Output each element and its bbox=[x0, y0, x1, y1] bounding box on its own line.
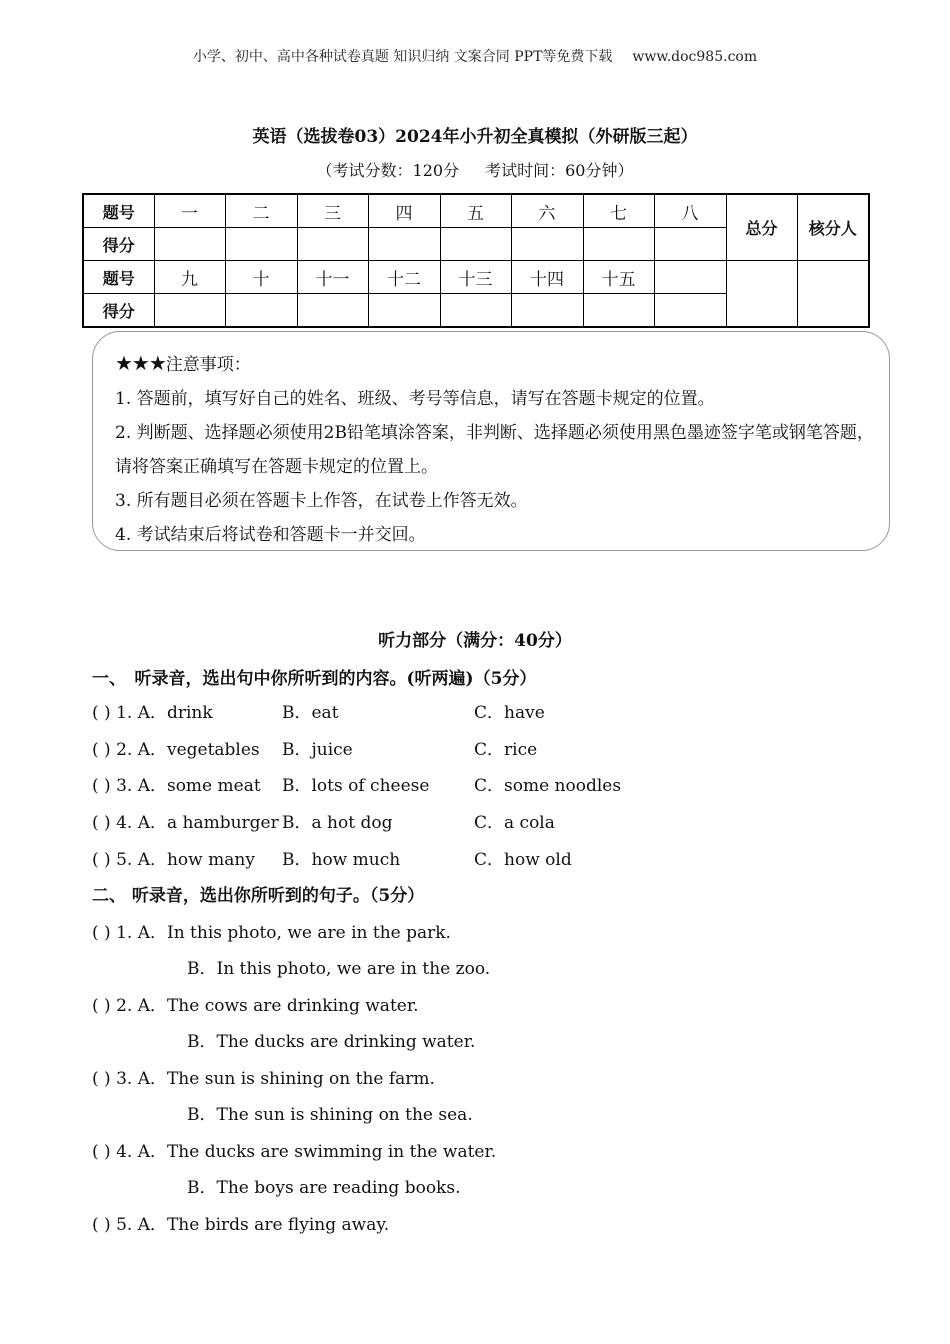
table-label-score: 得分 bbox=[83, 294, 154, 328]
table-label-num: 题号 bbox=[83, 194, 154, 228]
score-input-cell[interactable] bbox=[440, 228, 511, 261]
table-cell: 十 bbox=[225, 261, 297, 294]
table-cell: 八 bbox=[654, 194, 726, 228]
table-cell: 五 bbox=[440, 194, 511, 228]
table-cell: 十五 bbox=[583, 261, 654, 294]
question-option-c[interactable]: C．have bbox=[474, 703, 545, 723]
notice-item: 1. 答题前，填写好自己的姓名、班级、考号等信息，请写在答题卡规定的位置。 bbox=[115, 389, 715, 409]
notice-box bbox=[92, 331, 890, 551]
score-input-cell[interactable] bbox=[654, 294, 726, 328]
checker-cell[interactable] bbox=[797, 261, 869, 328]
table-label-num: 题号 bbox=[83, 261, 154, 294]
score-input-cell[interactable] bbox=[511, 228, 583, 261]
part1-title: 一、 听录音，选出句中你所听到的内容。(听两遍)（5分） bbox=[92, 669, 537, 689]
question-option-a[interactable]: ( ) 5. A．The birds are flying away. bbox=[92, 1215, 390, 1235]
question-option-b[interactable]: B．In this photo, we are in the zoo. bbox=[187, 959, 491, 979]
question-option-a[interactable]: ( ) 3. A．The sun is shining on the farm. bbox=[92, 1069, 435, 1089]
table-cell: 三 bbox=[297, 194, 368, 228]
notice-item: 3. 所有题目必须在答题卡上作答，在试卷上作答无效。 bbox=[115, 491, 528, 511]
question-option-b[interactable]: B．The sun is shining on the sea. bbox=[187, 1105, 473, 1125]
section-title: 听力部分（满分：40分） bbox=[378, 631, 572, 651]
question-option-b[interactable]: B．juice bbox=[282, 740, 353, 760]
table-cell: 十三 bbox=[440, 261, 511, 294]
table-cell: 十一 bbox=[297, 261, 368, 294]
exam-time-info: 考试时间：60分钟） bbox=[485, 161, 634, 180]
question-option-b[interactable]: B．a hot dog bbox=[282, 813, 393, 833]
score-input-cell[interactable] bbox=[297, 228, 368, 261]
table-cell: 十四 bbox=[511, 261, 583, 294]
notice-item: 2. 判断题、选择题必须使用2B铅笔填涂答案，非判断、选择题必须使用黑色墨迹签字笔或钢笔答题，请将答案正确填写在答题卡规定的位置上。 bbox=[115, 423, 874, 477]
score-input-cell[interactable] bbox=[297, 294, 368, 328]
question-option-c[interactable]: C．some noodles bbox=[474, 776, 622, 796]
question-option-a[interactable]: ( ) 2. A．vegetables bbox=[92, 740, 260, 760]
question-option-a[interactable]: ( ) 4. A．The ducks are swimming in the water. bbox=[92, 1142, 497, 1162]
question-option-a[interactable]: ( ) 1. A．drink bbox=[92, 703, 213, 723]
question-option-b[interactable]: B．eat bbox=[282, 703, 339, 723]
question-option-c[interactable]: C．rice bbox=[474, 740, 538, 760]
question-option-c[interactable]: C．a cola bbox=[474, 813, 555, 833]
table-cell: 一 bbox=[154, 194, 225, 228]
table-cell: 七 bbox=[583, 194, 654, 228]
notice-item: 4. 考试结束后将试卷和答题卡一并交回。 bbox=[115, 525, 426, 545]
exam-subtitle bbox=[0, 158, 950, 181]
score-input-cell[interactable] bbox=[154, 294, 225, 328]
question-option-a[interactable]: ( ) 4. A．a hamburger bbox=[92, 813, 279, 833]
score-input-cell[interactable] bbox=[511, 294, 583, 328]
exam-title: 英语（选拔卷03）2024年小升初全真模拟（外研版三起） bbox=[252, 127, 698, 147]
table-checker-header: 核分人 bbox=[797, 194, 869, 261]
question-option-b[interactable]: B．lots of cheese bbox=[282, 776, 430, 796]
question-option-a[interactable]: ( ) 1. A．In this photo, we are in the park. bbox=[92, 923, 451, 943]
table-cell: 九 bbox=[154, 261, 225, 294]
score-input-cell[interactable] bbox=[583, 294, 654, 328]
notice-title-line bbox=[115, 346, 875, 382]
question-option-b[interactable]: B．The boys are reading books. bbox=[187, 1178, 461, 1198]
table-cell: 四 bbox=[368, 194, 440, 228]
total-score-cell[interactable] bbox=[726, 261, 797, 328]
table-cell: 二 bbox=[225, 194, 297, 228]
question-option-a[interactable]: ( ) 3. A．some meat bbox=[92, 776, 261, 796]
page-header bbox=[0, 46, 950, 66]
star-icon: ★★★ bbox=[115, 351, 166, 375]
score-input-cell[interactable] bbox=[225, 228, 297, 261]
header-text: 小学、初中、高中各种试卷真题 知识归纳 文案合同 PPT等免费下载 bbox=[192, 49, 613, 65]
part2-title: 二、 听录音，选出你所听到的句子。（5分） bbox=[92, 886, 425, 906]
question-option-b[interactable]: B．The ducks are drinking water. bbox=[187, 1032, 476, 1052]
question-option-b[interactable]: B．how much bbox=[282, 850, 401, 870]
exam-score-info: （考试分数：120分 bbox=[316, 161, 460, 180]
question-option-a[interactable]: ( ) 5. A．how many bbox=[92, 850, 255, 870]
score-input-cell[interactable] bbox=[154, 228, 225, 261]
question-option-c[interactable]: C．how old bbox=[474, 850, 572, 870]
score-input-cell[interactable] bbox=[368, 228, 440, 261]
table-cell bbox=[654, 261, 726, 294]
question-option-a[interactable]: ( ) 2. A．The cows are drinking water. bbox=[92, 996, 419, 1016]
score-input-cell[interactable] bbox=[368, 294, 440, 328]
score-input-cell[interactable] bbox=[654, 228, 726, 261]
table-label-score: 得分 bbox=[83, 228, 154, 261]
table-cell: 十二 bbox=[368, 261, 440, 294]
header-url[interactable]: www.doc985.com bbox=[632, 49, 758, 65]
score-input-cell[interactable] bbox=[583, 228, 654, 261]
table-total-header: 总分 bbox=[726, 194, 797, 261]
notice-title: 注意事项： bbox=[165, 355, 251, 375]
table-cell: 六 bbox=[511, 194, 583, 228]
score-input-cell[interactable] bbox=[225, 294, 297, 328]
score-table bbox=[82, 193, 870, 328]
score-input-cell[interactable] bbox=[440, 294, 511, 328]
